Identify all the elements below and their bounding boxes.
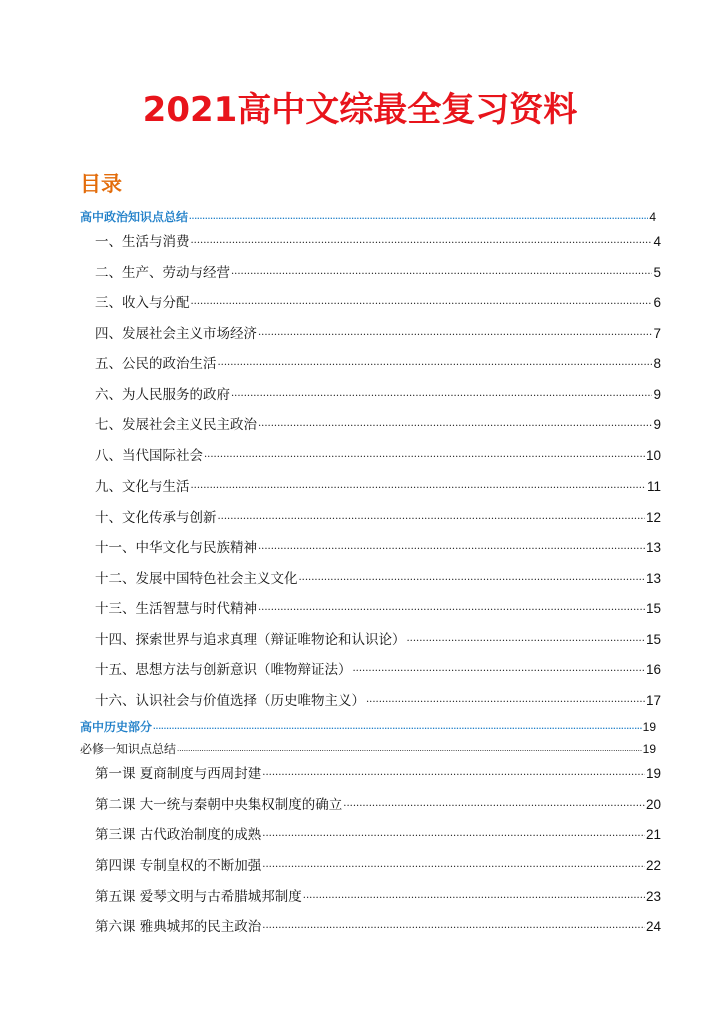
toc-leader-dots <box>204 447 645 461</box>
toc-entry-label: 第一课 夏商制度与西周封建 <box>95 766 262 782</box>
toc-entry-label: 九、文化与生活 <box>95 479 190 495</box>
toc-section-politics[interactable] <box>80 208 656 225</box>
toc-leader-dots <box>189 209 648 221</box>
toc-leader-dots <box>262 765 645 779</box>
toc-page-number: 15 <box>645 632 661 647</box>
toc-entry[interactable] <box>95 658 661 678</box>
toc-entry-label: 十五、思想方法与创新意识（唯物辩证法） <box>95 662 352 678</box>
toc-leader-dots <box>231 386 652 400</box>
toc-leader-dots <box>366 692 645 706</box>
toc-entry[interactable] <box>95 352 661 372</box>
toc-page-number: 12 <box>645 510 661 525</box>
toc-page-number: 19 <box>642 720 656 734</box>
toc-leader-dots <box>262 826 645 840</box>
toc-entry[interactable] <box>95 444 661 464</box>
toc-section-history[interactable] <box>80 718 656 735</box>
toc-leader-dots <box>303 888 645 902</box>
toc-entry-label: 四、发展社会主义市场经济 <box>95 326 257 342</box>
toc-entry-label: 十四、探索世界与追求真理（辩证唯物论和认识论） <box>95 632 406 648</box>
toc-entry[interactable] <box>95 762 661 782</box>
toc-entry-label: 第四课 专制皇权的不断加强 <box>95 858 262 874</box>
toc-entry-label: 六、为人民服务的政府 <box>95 387 230 403</box>
toc-leader-dots <box>218 509 645 523</box>
toc-entry[interactable] <box>95 823 661 843</box>
toc-entry[interactable] <box>95 793 661 813</box>
toc-leader-dots <box>191 294 653 308</box>
toc-leader-dots <box>258 600 645 614</box>
toc-entry-label: 二、生产、劳动与经营 <box>95 265 230 281</box>
toc-page-number: 13 <box>645 571 661 586</box>
toc-entry-label: 十一、中华文化与民族精神 <box>95 540 257 556</box>
toc-page-number: 4 <box>649 210 656 224</box>
toc-entry-label: 高中历史部分 <box>80 720 153 734</box>
toc-entry[interactable] <box>95 261 661 281</box>
toc-entry[interactable] <box>95 689 661 709</box>
toc-page-number: 22 <box>645 858 661 873</box>
toc-entry-label: 三、收入与分配 <box>95 295 190 311</box>
toc-entry-label: 一、生活与消费 <box>95 234 190 250</box>
toc-entry[interactable] <box>95 885 661 905</box>
toc-leader-dots <box>262 857 645 871</box>
toc-leader-dots <box>218 355 653 369</box>
toc-entry-label: 十二、发展中国特色社会主义文化 <box>95 571 298 587</box>
toc-leader-dots <box>153 719 642 731</box>
toc-leader-dots <box>258 325 652 339</box>
toc-leader-dots <box>191 233 653 247</box>
toc-page-number: 23 <box>645 889 661 904</box>
toc-entry[interactable] <box>95 628 661 648</box>
toc-entry[interactable] <box>95 567 661 587</box>
toc-page-number: 5 <box>653 265 661 280</box>
document-title: 2021高中文综最全复习资料 <box>142 90 578 130</box>
toc-entry-label: 八、当代国际社会 <box>95 448 203 464</box>
toc-leader-dots <box>258 416 652 430</box>
toc-page-number: 9 <box>653 417 661 432</box>
toc-heading: 目录 <box>80 172 122 196</box>
toc-leader-dots <box>262 918 645 932</box>
toc-entry-label: 第六课 雅典城邦的民主政治 <box>95 919 262 935</box>
toc-page-number: 17 <box>645 693 661 708</box>
toc-page-number: 10 <box>645 448 661 463</box>
toc-entry[interactable] <box>95 597 661 617</box>
toc-leader-dots <box>299 570 645 584</box>
toc-entry[interactable] <box>95 915 661 935</box>
toc-page-number: 8 <box>653 356 661 371</box>
toc-entry-label: 十、文化传承与创新 <box>95 510 217 526</box>
toc-page-number: 4 <box>653 234 661 249</box>
toc-page-number: 9 <box>653 387 661 402</box>
toc-leader-dots <box>177 741 642 753</box>
toc-entry[interactable] <box>95 506 661 526</box>
toc-leader-dots <box>353 661 645 675</box>
toc-page-number: 20 <box>645 797 661 812</box>
toc-entry-label: 第五课 爱琴文明与古希腊城邦制度 <box>95 889 302 905</box>
toc-leader-dots <box>191 478 646 492</box>
toc-entry[interactable] <box>95 413 661 433</box>
toc-page-number: 19 <box>642 742 656 756</box>
toc-entry[interactable] <box>95 291 661 311</box>
toc-entry-label: 十三、生活智慧与时代精神 <box>95 601 257 617</box>
toc-page-number: 6 <box>653 295 661 310</box>
toc-entry[interactable] <box>95 383 661 403</box>
toc-entry-label: 高中政治知识点总结 <box>80 210 189 224</box>
toc-page-number: 24 <box>645 919 661 934</box>
toc-entry-label: 十六、认识社会与价值选择（历史唯物主义） <box>95 693 365 709</box>
toc-entry[interactable] <box>95 322 661 342</box>
toc-section-compulsory-one[interactable] <box>80 740 656 757</box>
toc-page-number: 11 <box>646 479 661 494</box>
toc-entry[interactable] <box>95 854 661 874</box>
toc-page-number: 16 <box>645 662 661 677</box>
toc-page-number: 21 <box>645 827 661 842</box>
toc-page-number: 19 <box>645 766 661 781</box>
toc-entry-label: 第三课 古代政治制度的成熟 <box>95 827 262 843</box>
toc-entry[interactable] <box>95 536 661 556</box>
toc-page-number: 15 <box>645 601 661 616</box>
toc-leader-dots <box>343 796 645 810</box>
toc-entry-label: 必修一知识点总结 <box>80 742 177 756</box>
toc-leader-dots <box>231 264 652 278</box>
toc-entry-label: 七、发展社会主义民主政治 <box>95 417 257 433</box>
toc-page-number: 7 <box>653 326 661 341</box>
toc-page-number: 13 <box>645 540 661 555</box>
toc-entry-label: 五、公民的政治生活 <box>95 356 217 372</box>
toc-leader-dots <box>258 539 645 553</box>
toc-entry-label: 第二课 大一统与秦朝中央集权制度的确立 <box>95 797 343 813</box>
toc-leader-dots <box>407 631 645 645</box>
toc-entry[interactable] <box>95 230 661 250</box>
toc-entry[interactable] <box>95 475 661 495</box>
